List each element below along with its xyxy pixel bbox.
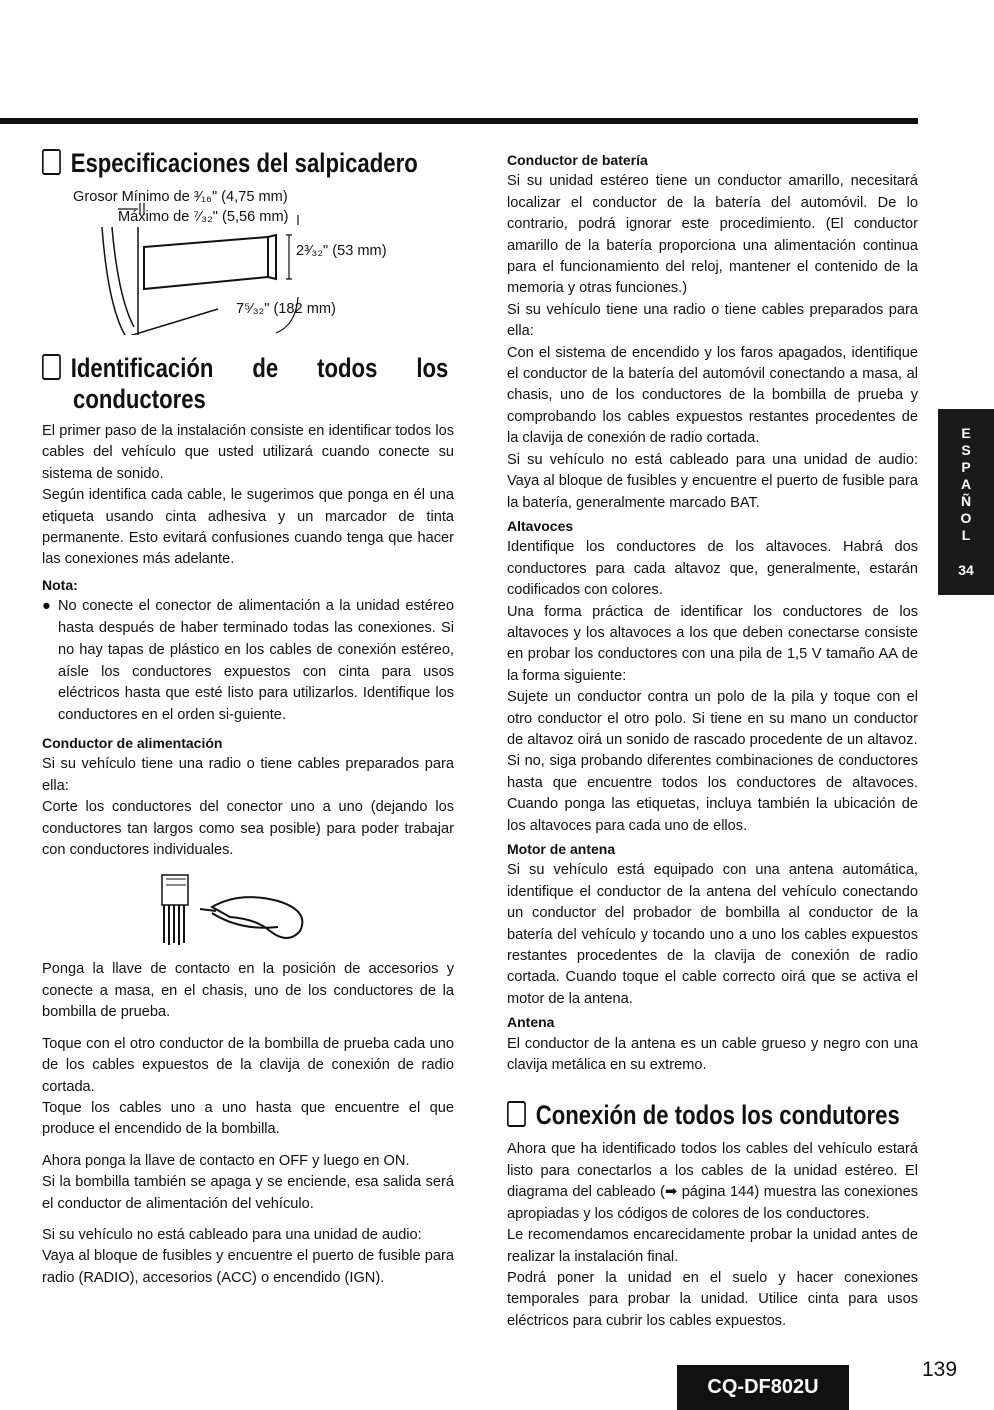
heading-connect-conductors: Conexión de todos los condutores <box>507 1100 844 1131</box>
paragraph: El primer paso de la instalación consiste en identificar todos los cables del vehículo que usted utilizará cuando conecte su sistema de sonido. <box>42 423 454 482</box>
paragraph: Si su vehículo no está cableado para una unidad de audio: <box>42 1226 422 1243</box>
paragraph: El conductor de la antena es un cable grueso y negro con una clavija metálica en su extremo. <box>507 1035 918 1074</box>
paragraph: Si su vehículo está equipado con una antena automática, identifique el conductor de la antena del vehículo conectando un conductor del probador de bombilla al conductor de la batería del vehículo y tocando uno a uno los cables expuestos restantes procedentes de la clavija de conexión de radio cortada. Cuando toque el cable correcto oirá que se activa el motor de la antena. <box>507 862 918 1007</box>
subheading-speakers: Altavoces <box>507 517 574 534</box>
heading-dashboard-specs: Especificaciones del salpicadero <box>42 148 380 179</box>
checkbox-icon <box>42 149 61 175</box>
paragraph: Ahora que ha identificado todos los cables del vehículo estará listo para conectarlos a los cables de la unidad estéreo. El diagrama del cableado (➡ página 144) muestra las conexiones apropiadas y los códigos de colores de los conductores. <box>507 1141 918 1222</box>
heading-identify-conductors-cont: conductores <box>73 384 206 414</box>
paragraph: Corte los conductores del conector uno a uno (dejando los conductores tan largos como sea posible) para poder trabajar con conductores individuales. <box>42 799 454 859</box>
checkbox-icon <box>42 354 61 380</box>
connector-pliers-figure <box>160 871 454 947</box>
side-tab-letters: E S P A Ñ O L <box>960 425 972 543</box>
paragraph: Le recomendamos encarecidamente probar la unidad antes de realizar la instalación final. <box>507 1227 918 1265</box>
heading-identify-conductors: Identificación de todos los <box>42 353 452 384</box>
paragraph: Toque con el otro conductor de la bombilla de prueba cada uno de los cables expuestos de la clavija de conexión de radio cortada. <box>42 1035 454 1095</box>
left-column <box>42 148 454 1289</box>
paragraph: Sujete un conductor contra un polo de la pila y toque con el otro conductor el otro polo. Si tiene en su mano un conductor de altavoz oirá un sonido de rascado procedente de un altavoz. <box>507 689 918 748</box>
paragraph: Si su unidad estéreo tiene un conductor amarillo, necesitará localizar el conductor de la batería del automóvil. De lo contrario, podrá ignorar este procedimiento. (El conductor amarillo de la batería proporciona una alimentación continua para el funcionamiento del reloj, mantener el contenido de la memoria y otras funciones.) <box>507 173 918 297</box>
paragraph: Ahora ponga la llave de contacto en OFF y luego en ON. <box>42 1152 410 1169</box>
page-number: 139 <box>922 1358 958 1381</box>
subheading-antenna: Antena <box>507 1014 555 1031</box>
paragraph: Podrá poner la unidad en el suelo y hacer conexiones temporales para probar la unidad. Utilice cinta para usos eléctricos para cubrir los cables expuestos. <box>507 1269 918 1329</box>
pliers-connector-illustration <box>160 871 360 947</box>
side-tab-page-number: 34 <box>958 562 974 578</box>
model-badge: CQ-DF802U <box>677 1365 849 1410</box>
header-rule <box>0 118 918 124</box>
paragraph: Toque los cables uno a uno hasta que encuentre el que produce el encendido de la bombilla. <box>42 1099 454 1138</box>
bullet-icon: ● <box>42 598 51 615</box>
paragraph: Si su vehículo no está cableado para una unidad de audio: Vaya al bloque de fusibles y encuentre el puerto de fusible para la batería, generalmente marcado BAT. <box>507 451 918 511</box>
paragraph: Ponga la llave de contacto en la posición de accesorios y conecte a masa, en el chasis, uno de los conductores de la bombilla de prueba. <box>42 961 454 1021</box>
note-label: Nota: <box>42 576 78 593</box>
fig-height-label: 2³⁄₃₂" (53 mm) <box>296 243 387 259</box>
fig-width-label: 7⁵⁄₃₂" (182 mm) <box>236 301 336 317</box>
checkbox-icon <box>507 1101 526 1127</box>
paragraph: Identifique los conductores de los altavoces. Habrá dos conductores para cada altavoz que, generalmente, estarán codificados con colores. <box>507 539 918 599</box>
paragraph: Si la bombilla también se apaga y se enciende, esa salida será el conductor de alimentación del vehículo. <box>42 1174 454 1212</box>
paragraph: Si su vehículo tiene una radio o tiene cables preparados para ella: <box>42 756 454 794</box>
language-side-tab <box>938 409 994 595</box>
subheading-battery: Conductor de batería <box>507 152 648 168</box>
paragraph: Vaya al bloque de fusibles y encuentre el puerto de fusible para radio (RADIO), accesorios (ACC) o encendido (IGN). <box>42 1248 454 1286</box>
paragraph: Si su vehículo tiene una radio o tiene cables preparados para ella: <box>507 301 918 340</box>
subheading-antenna-motor: Motor de antena <box>507 841 616 857</box>
paragraph: Según identifica cada cable, le sugerimos que ponga en él una etiqueta usando cinta adhesiva y un marcador de tinta permanente. Esto evitará confusiones cuando tenga que hacer las conexiones más adelante. <box>42 487 454 568</box>
right-column <box>507 148 918 1332</box>
note-bullet: ● No conecte el conector de alimentación a la unidad estéreo hasta después de haber terminado todas las conexiones. Si no hay tapas de plástico en los cables de conexión estéreo, aísle los conductores expuestos con cinta para usos eléctricos hasta que esté listo para utilizarlos. Identifique los conductores en el orden si-guiente. <box>42 596 454 727</box>
dashboard-figure <box>73 187 454 335</box>
fig-max-line: Máximo de ⁷⁄₃₂" (5,56 mm) <box>118 209 289 225</box>
paragraph: Si no, siga probando diferentes combinaciones de conductores hasta que encuentre todos los conductores de altavoces. Cuando ponga las etiquetas, incluya también la ubicación de los altavoces para cada uno de ellos. <box>507 753 918 834</box>
subheading-power: Conductor de alimentación <box>42 735 223 752</box>
fig-thickness-line: Grosor Mínimo de ³⁄₁₆" (4,75 mm) <box>73 189 288 205</box>
paragraph: Una forma práctica de identificar los conductores de los altavoces y los altavoces a los que deben conectarse consiste en probar los conductores con una pila de 1,5 V tamaño AA de la forma siguiente: <box>507 603 918 684</box>
paragraph: Con el sistema de encendido y los faros apagados, identifique el conductor de la batería del automóvil conectando a masa, al chasis, uno de los conductores de la bombilla de prueba y comprobando los cables expuestos restantes procedentes de la clavija de conexión de radio cortada. <box>507 344 918 447</box>
